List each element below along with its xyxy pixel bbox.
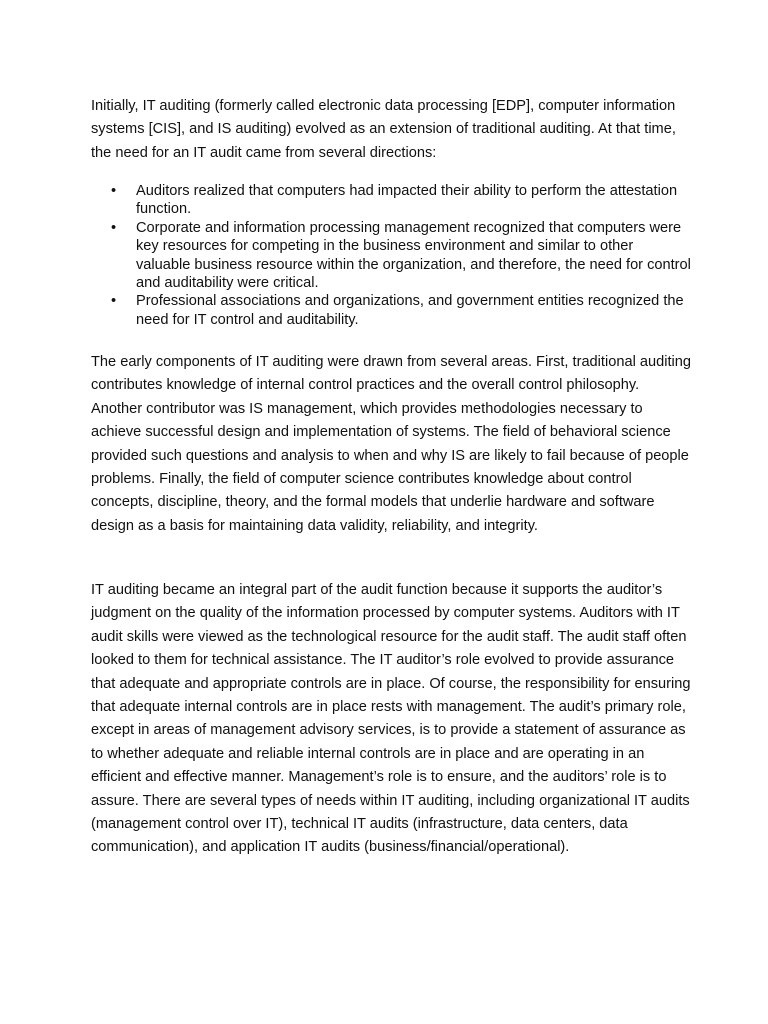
list-item (91, 292, 691, 329)
intro-paragraph: Initially, IT auditing (formerly called electronic data processing [EDP], computer information systems [CIS], and IS auditing) evolved as an extension of traditional auditing. At that time, the need for an IT audit came from several directions: (91, 98, 676, 161)
components-paragraph: The early components of IT auditing were drawn from several areas. First, traditional auditing contributes knowledge of internal control practices and the overall control philosophy. Another contributor was IS management, which provides methodologies necessary to achieve successful design and implementation of systems. The field of behavioral science provided such questions and analysis to when and why IS are likely to fail because of people problems. Finally, the field of computer science contributes knowledge about control concepts, discipline, theory, and the formal models that underlie hardware and software design as a basis for maintaining data validity, reliability, and integrity. (91, 354, 691, 534)
list-item (91, 182, 691, 219)
bullet-icon: • (111, 293, 117, 310)
list-item-text: Professional associations and organizations, and government entities recognized the need for IT control and auditability. (136, 293, 684, 328)
bullet-icon: • (111, 183, 117, 199)
bullet-icon: • (111, 219, 117, 236)
list-item-text: Auditors realized that computers had impacted their ability to perform the attestation function. (136, 183, 678, 218)
integral-paragraph: IT auditing became an integral part of the audit function because it supports the auditor’s judgment on the quality of the information processed by computer systems. Auditors with IT audit skills were viewed as the technological resource for the audit staff. The audit staff often looked to them for technical assistance. The IT auditor’s role evolved to provide assurance that adequate and appropriate controls are in place. Of course, the responsibility for ensuring that adequate internal controls are in place rests with management. The audit’s primary role, except in areas of management advisory services, is to provide a statement of assurance as to whether adequate and reliable internal controls are in place and are operating in an efficient and effective manner. Management’s role is to ensure, and the auditors’ role is to assure. There are several types of needs within IT auditing, including organizational IT audits (management control over IT), technical IT audits (infrastructure, data centers, data communication), and application IT audits (business/financial/operational). (91, 582, 691, 856)
needs-bullet-list (91, 182, 691, 329)
list-item (91, 219, 691, 293)
list-item-text: Corporate and information processing management recognized that computers were key resources for competing in the business environment and similar to other valuable business resource within the organization, and therefore, the need for control and auditability were critical. (136, 219, 691, 292)
